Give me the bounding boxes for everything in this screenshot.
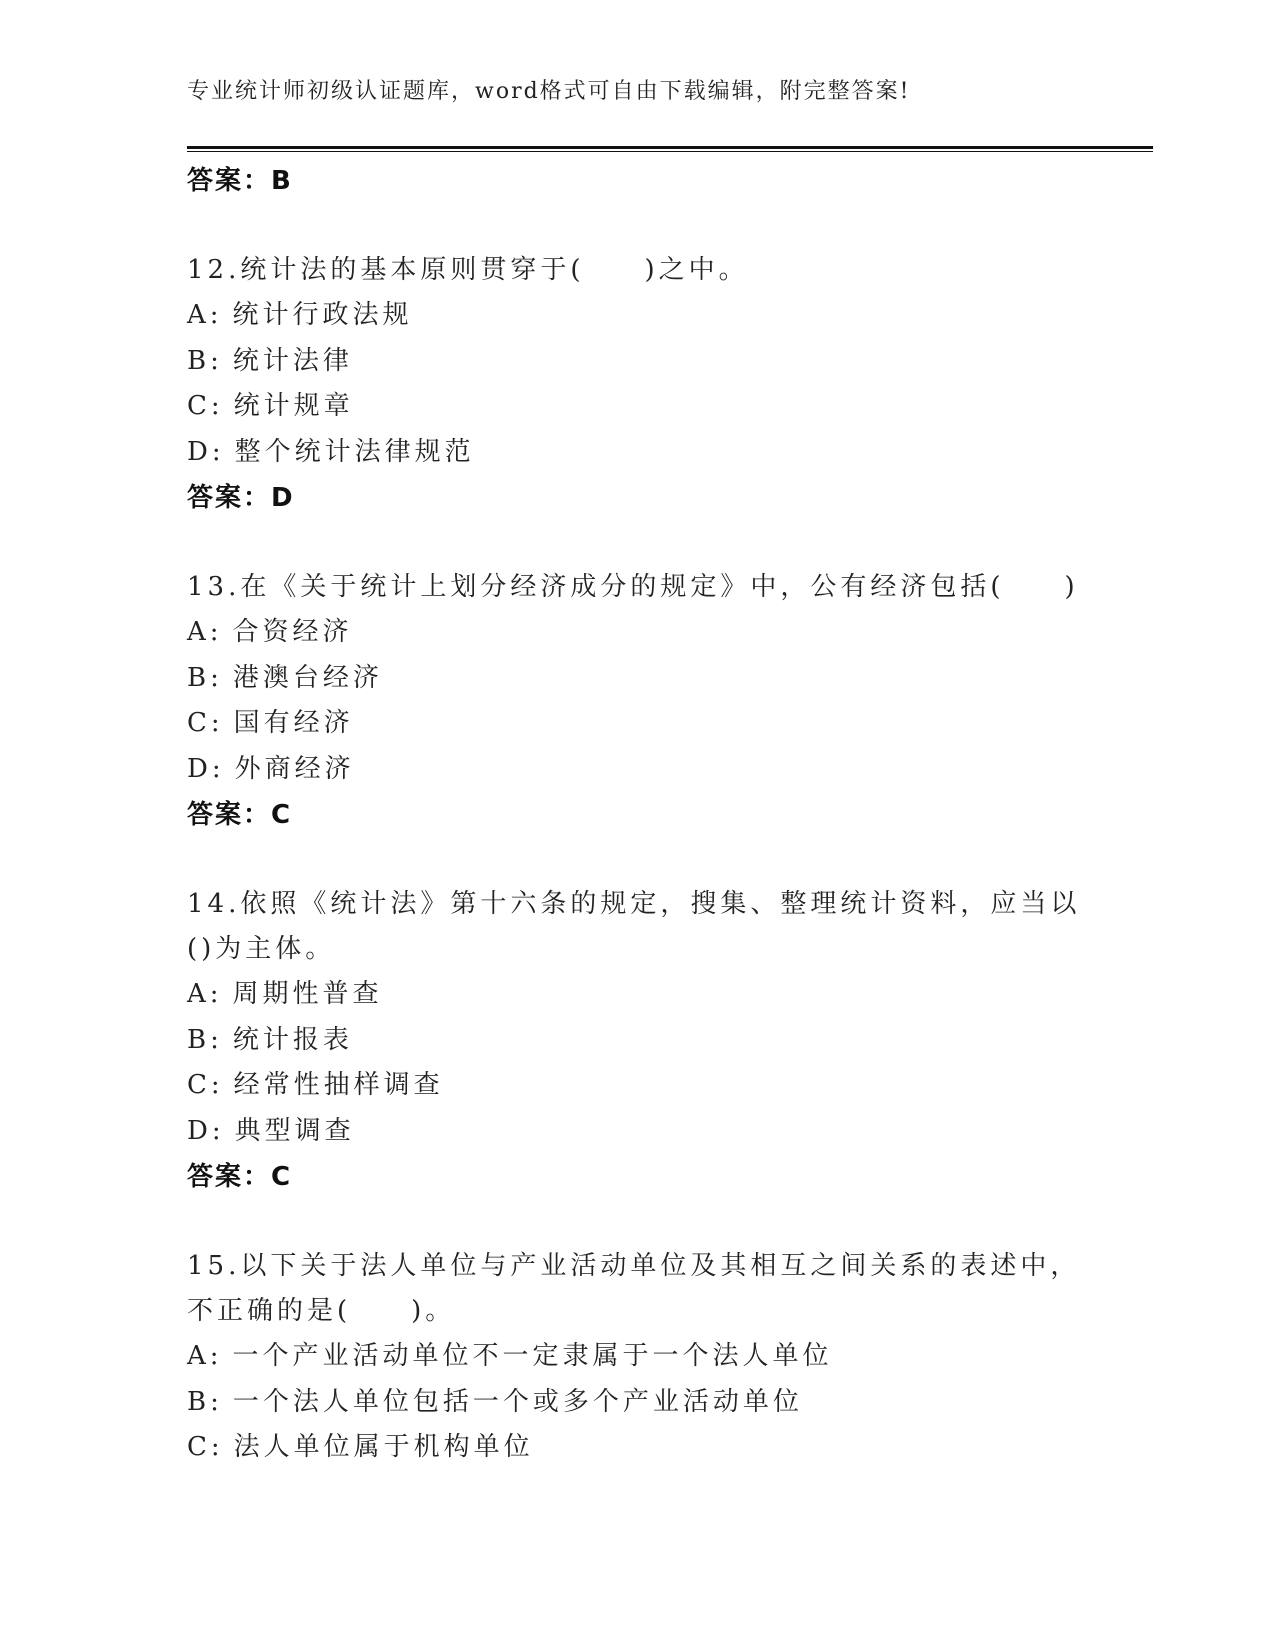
page-header: 专业统计师初级认证题库，word格式可自由下载编辑，附完整答案! [187,79,911,104]
question-stem: 13.在《关于统计上划分经济成分的规定》中，公有经济包括( ) [187,572,1079,602]
option-text: 港澳台经济 [232,662,383,693]
option-text: 合资经济 [232,617,353,647]
option-text: 外商经济 [234,753,355,784]
option-key: A: [187,300,223,330]
question-block [187,1244,1087,1471]
option-d [187,747,1087,793]
option-c [187,701,1087,747]
answer-line: 答案：C [187,1162,293,1192]
option-c [187,1425,1087,1471]
option-key: A: [187,979,223,1009]
option-key: B: [187,1024,223,1055]
header-divider [187,146,1153,152]
option-key: C: [187,1070,224,1100]
option-text: 法人单位属于机构单位 [233,1432,534,1462]
option-key: C: [187,708,224,738]
option-text: 一个产业活动单位不一定隶属于一个法人单位 [232,1341,833,1371]
option-key: C: [187,1432,224,1462]
option-a [187,1334,1087,1380]
option-d [187,430,1087,476]
option-key: A: [187,1341,223,1371]
question-stem: 14.依照《统计法》第十六条的规定，搜集、整理统计资料，应当以()为主体。 [187,889,1081,964]
option-key: B: [187,345,223,376]
option-c [187,1063,1087,1109]
option-text: 经常性抽样调查 [233,1070,444,1100]
option-text: 一个法人单位包括一个或多个产业活动单位 [232,1386,803,1417]
option-text: 统计报表 [232,1024,353,1055]
option-c [187,384,1087,430]
question-block [187,565,1087,838]
option-a [187,293,1087,339]
question-list [187,158,1087,1471]
question-stem: 15.以下关于法人单位与产业活动单位及其相互之间关系的表述中，不正确的是( )。 [187,1251,1081,1326]
option-text: 国有经济 [233,708,354,738]
option-key: D: [187,436,225,467]
option-b [187,339,1087,385]
option-text: 统计行政法规 [232,300,413,330]
option-text: 统计法律 [232,345,353,376]
option-a [187,972,1087,1018]
option-d [187,1109,1087,1155]
option-text: 整个统计法律规范 [234,436,475,467]
option-b [187,656,1087,702]
answer-line: 答案：D [187,483,295,513]
option-b [187,1380,1087,1426]
option-key: D: [187,753,225,784]
question-stem: 12.统计法的基本原则贯穿于( )之中。 [187,255,749,285]
option-key: A: [187,617,223,647]
option-key: B: [187,1386,223,1417]
question-block [187,248,1087,521]
option-key: D: [187,1115,225,1146]
option-key: B: [187,662,223,693]
option-text: 周期性普查 [232,979,383,1009]
question-block [187,882,1087,1200]
option-b [187,1018,1087,1064]
answer-line: 答案：B [187,166,293,196]
option-text: 统计规章 [233,391,354,421]
answer-line: 答案：C [187,800,293,830]
option-a [187,610,1087,656]
option-text: 典型调查 [234,1115,355,1146]
option-key: C: [187,391,224,421]
